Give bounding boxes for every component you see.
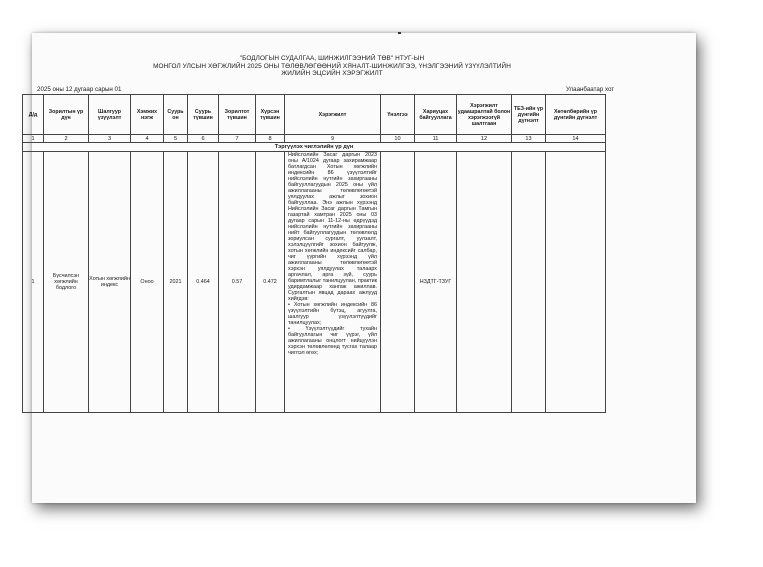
col-header: Хариуцах байгууллага: [415, 95, 457, 135]
col-header: Хэрэгжилт: [285, 95, 381, 135]
row-indicator: Хотын хөгжлийн индекс: [89, 152, 131, 413]
row-program-conclusion: [546, 152, 606, 413]
punch-mark: [398, 32, 401, 34]
col-header: Суурь он: [164, 95, 188, 135]
row-unit: Оноо: [131, 152, 164, 413]
table-row: [23, 152, 606, 413]
row-achieved-level: 0.472: [256, 152, 285, 413]
group-title: Тэргүүлэх чиглэлийн үр дүн: [23, 143, 606, 152]
report-city: Улаанбаатар хот: [566, 86, 615, 93]
col-number: 9: [285, 135, 381, 143]
col-number: 3: [89, 135, 131, 143]
col-number: 1: [23, 135, 44, 143]
title-line-3: ЖИЛИЙН ЭЦСИЙН ХЭРЭГЖИЛТ: [281, 70, 383, 78]
col-header: Хэмжих нэгж: [131, 95, 164, 135]
implementation-bullet-1: • Хотын хөгжлийн индексийн 86 үзүүлэлтийн бүтэц, агуулга, шалгуур үзүүлэлтүүдийг танилцуулах;: [288, 302, 377, 326]
col-header: ТЕЗ-ийн үр дүнгийн дүгнэлт: [512, 95, 546, 135]
header-row: [23, 95, 606, 135]
col-number: 11: [415, 135, 457, 143]
row-target-level: 0.57: [219, 152, 256, 413]
row-base-level: 0.464: [188, 152, 219, 413]
row-tez-conclusion: [512, 152, 546, 413]
col-header: Д/д: [23, 95, 44, 135]
col-header: Хүрсэн түвшин: [256, 95, 285, 135]
title-line-1: "БОДЛОГЫН СУДАЛГАА, ШИНЖИЛГЭЭНИЙ ТӨВ" НТУГ-ЫН: [239, 55, 425, 62]
group-row: [23, 143, 606, 152]
column-number-row: [23, 135, 606, 143]
col-number: 10: [381, 135, 415, 143]
col-number: 8: [256, 135, 285, 143]
col-header: Хэрэгжилт удаашралтай болон хэрэгжээгүй шалтгаан: [457, 95, 512, 135]
report-date: 2025 оны 12 дугаар сарын 01: [37, 86, 122, 93]
row-implementation: [285, 152, 381, 413]
row-reason: [457, 152, 512, 413]
col-number: 6: [188, 135, 219, 143]
col-number: 14: [546, 135, 606, 143]
row-result: Бүсчилсэн хөгжлийн бодлого: [44, 152, 89, 413]
col-number: 13: [512, 135, 546, 143]
row-base-year: 2021: [164, 152, 188, 413]
col-number: 12: [457, 135, 512, 143]
implementation-text: Нийслэлийн Засаг даргын 2023 оны А/1024 дугаар захирамжаар батлагдсан Хотын хөгжлийн индексийн 86 үзүүлэлтийг нийслэлийн нутгийн захиргааны байгууллагуудын 2025 оны үйл ажиллагааны төлөвлөгөөтэй уялдуулах ажлыг зохион байгууллаа. Энэ ажлын хүрээнд Нийслэлийн Засаг даргын Тамгын газартай хамтран 2025 оны 03 дугаар сарын 11-12-ны өдрүүдэд нийслэлийн нутгийн захиргааны нийт байгууллагуудын төлөвлөлд зориулсан сургалт, уулзалт, хэлэлцүүлгийг зохион байгуулж, хотын хөгжлийн индексийг салбар, чиг үүргийн хүрээнд үйл ажиллагааны төлөвлөгөөтэй хэрхэн уялдуулах талаарх аргачлал, арга зүй, суурь баримтлалыг танилцуулан, практик удирдамжаар хангаж ажиллав. Сургалтын явцад дараах ажлууд хийгдэв:: [288, 152, 377, 302]
col-header: Шалгуур үзүүлэлт: [89, 95, 131, 135]
col-header: Хөтөлбөрийн үр дүнгийн дүгнэлт: [546, 95, 606, 135]
col-header: Зорилтот түвшин: [219, 95, 256, 135]
title-line-2: МОНГОЛ УЛСЫН ХӨГЖЛИЙН 2025 ОНЫ ТӨЛӨВЛӨГӨӨНИЙ ХЯНАЛТ-ШИНЖИЛГЭЭ, ҮНЭЛГЭЭНИЙ ҮЗҮҮЛЭЛТИЙН: [153, 62, 511, 70]
col-number: 4: [131, 135, 164, 143]
col-number: 7: [219, 135, 256, 143]
implementation-table: [22, 94, 606, 413]
col-header: Суурь түвшин: [188, 95, 219, 135]
row-evaluation: [381, 152, 415, 413]
row-responsible: НЗДТГ-ТЗУГ: [415, 152, 457, 413]
col-header: Үнэлгээ: [381, 95, 415, 135]
implementation-bullet-2: • Үзүүлэлтүүдийг тухайн байгууллагын чиг үүрэг, үйл ажиллагааны онцлогт нийцүүлэн хэрхэн төлөвлөлөнд тусгах талаар чиглэл өгөх;: [288, 326, 377, 356]
col-number: 2: [44, 135, 89, 143]
row-index: 1: [23, 152, 44, 413]
col-number: 5: [164, 135, 188, 143]
col-header: Зорилтын үр дүн: [44, 95, 89, 135]
